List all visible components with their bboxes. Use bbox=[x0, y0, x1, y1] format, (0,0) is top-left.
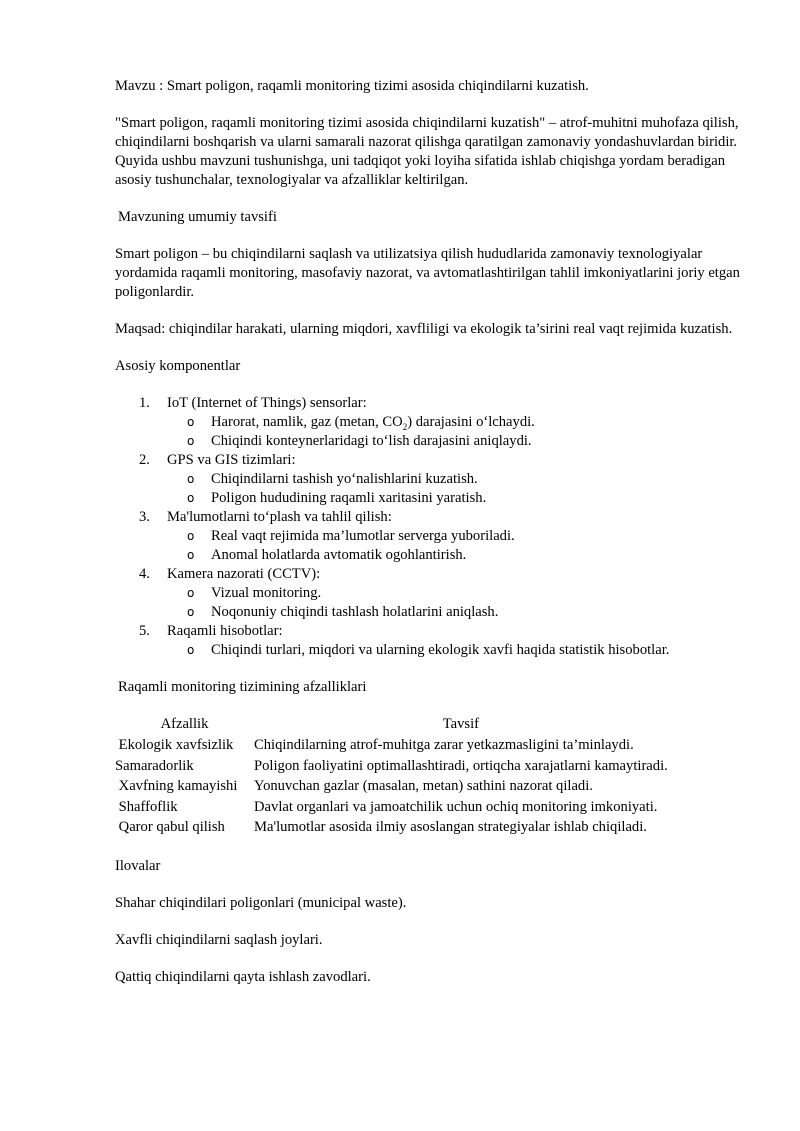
table-header-cell: Tavsif bbox=[442, 716, 480, 732]
table-row bbox=[115, 818, 668, 839]
sub-list-item bbox=[187, 413, 740, 432]
description-cell: Poligon faoliyatini optimallashtiradi, ortiqcha xarajatlarni kamaytiradi. bbox=[254, 757, 668, 774]
subscript-text: 2 bbox=[402, 421, 408, 432]
table-row bbox=[115, 798, 668, 819]
list-item-title: GPS va GIS tizimlari: bbox=[167, 452, 296, 468]
list-item-title: Kamera nazorati (CCTV): bbox=[167, 566, 321, 582]
table-row bbox=[115, 777, 668, 798]
list-item bbox=[139, 394, 740, 451]
bullet-icon: o bbox=[187, 605, 195, 619]
sub-item-text: Noqonuniy chiqindi tashlash holatlarini aniqlash. bbox=[211, 604, 499, 620]
list-item bbox=[139, 622, 740, 660]
sub-list-item bbox=[187, 527, 740, 546]
advantage-cell: Ekologik xavfsizlik bbox=[115, 737, 234, 753]
sub-list-item bbox=[187, 489, 740, 508]
components-heading: Asosiy komponentlar bbox=[115, 358, 241, 374]
sub-list-item bbox=[187, 603, 740, 622]
sub-item-text: Vizual monitoring. bbox=[211, 585, 322, 601]
advantages-table bbox=[115, 715, 668, 839]
sub-item-text: Harorat, namlik, gaz (metan, CO bbox=[211, 414, 403, 430]
bullet-icon: o bbox=[187, 434, 195, 448]
advantages-heading: Raqamli monitoring tizimining afzalliklari bbox=[118, 679, 367, 695]
bullet-icon: o bbox=[187, 586, 195, 600]
description-cell: Ma'lumotlar asosida ilmiy asoslangan strategiyalar ishlab chiqiladi. bbox=[254, 819, 647, 835]
applications-heading: Ilovalar bbox=[115, 857, 161, 874]
overview-paragraph: Smart poligon – bu chiqindilarni saqlash va utilizatsiya qilish hududlarida zamonaviy texnologiyalar yordamida raqamli monitoring, masofaviy nazorat, va avtomatlashtirilgan tahlil imkoniyatlarini joriy etgan poligonlardir. bbox=[115, 246, 740, 300]
bullet-icon: o bbox=[187, 472, 195, 486]
list-item bbox=[139, 508, 740, 565]
sub-item-text: Chiqindi turlari, miqdori va ularning ekologik xavfi haqida statistik hisobotlar. bbox=[211, 642, 670, 658]
bullet-icon: o bbox=[187, 529, 195, 543]
sub-list-item bbox=[187, 584, 740, 603]
list-item-number: 4. bbox=[139, 566, 150, 582]
goal-paragraph: Maqsad: chiqindilar harakati, ularning miqdori, xavfliligi va ekologik ta’sirini real vaqt rejimida kuzatish. bbox=[115, 321, 733, 337]
sub-item-text: Chiqindi konteynerlaridagi to‘lish darajasini aniqlaydi. bbox=[211, 433, 532, 449]
list-item-number: 1. bbox=[139, 395, 150, 411]
list-item-title: Raqamli hisobotlar: bbox=[167, 623, 283, 639]
sub-list bbox=[167, 413, 740, 451]
bullet-icon: o bbox=[187, 548, 195, 562]
topic-line: Mavzu : Smart poligon, raqamli monitoring tizimi asosida chiqindilarni kuzatish. bbox=[115, 78, 589, 94]
application-item: Shahar chiqindilari poligonlari (municipal waste). bbox=[115, 894, 407, 911]
list-item-number: 3. bbox=[139, 509, 150, 525]
components-list bbox=[115, 394, 740, 660]
application-item: Xavfli chiqindilarni saqlash joylari. bbox=[115, 931, 323, 948]
table-header-row bbox=[115, 715, 668, 736]
sub-item-text-tail: ) darajasini o‘lchaydi. bbox=[407, 414, 535, 430]
sub-list-item bbox=[187, 432, 740, 451]
list-item-title: IoT (Internet of Things) sensorlar: bbox=[167, 395, 367, 411]
description-cell: Chiqindilarning atrof-muhitga zarar yetkazmasligini ta’minlaydi. bbox=[254, 737, 634, 753]
sub-item-text: Anomal holatlarda avtomatik ogohlantirish. bbox=[211, 547, 467, 563]
advantage-cell: Qaror qabul qilish bbox=[115, 819, 225, 835]
bullet-icon: o bbox=[187, 415, 195, 429]
sub-item-text: Chiqindilarni tashish yo‘nalishlarini kuzatish. bbox=[211, 471, 478, 487]
application-item: Qattiq chiqindilarni qayta ishlash zavodlari. bbox=[115, 968, 371, 985]
description-cell: Davlat organlari va jamoatchilik uchun ochiq monitoring imkoniyati. bbox=[254, 798, 658, 815]
sub-list bbox=[167, 527, 740, 565]
sub-item-text: Poligon hududining raqamli xaritasini yaratish. bbox=[211, 490, 487, 506]
bullet-icon: o bbox=[187, 491, 195, 505]
sub-list bbox=[167, 470, 740, 508]
advantage-cell: Samaradorlik bbox=[115, 757, 194, 774]
list-item-number: 5. bbox=[139, 623, 150, 639]
sub-list bbox=[167, 584, 740, 622]
sub-list-item bbox=[187, 546, 740, 565]
sub-list bbox=[167, 641, 740, 660]
table-row bbox=[115, 736, 668, 757]
sub-list-item bbox=[187, 641, 740, 660]
document-page bbox=[115, 77, 740, 1005]
bullet-icon: o bbox=[187, 643, 195, 657]
sub-list-item bbox=[187, 470, 740, 489]
table-header-cell: Afzallik bbox=[160, 716, 209, 732]
applications-list bbox=[115, 894, 740, 987]
advantage-cell: Xavfning kamayishi bbox=[115, 778, 238, 794]
intro-paragraph: "Smart poligon, raqamli monitoring tizimi asosida chiqindilarni kuzatish" – atrof-muhitni muhofaza qilish, chiqindilarni boshqarish va ularni samarali nazorat qilishga qaratilgan zamonaviy yondashuvlardan biridir. Quyida ushbu mavzuni tushunishga, uni tadqiqot yoki loyiha sifatida ishlab chiqishga yordam beradigan asosiy tushunchalar, texnologiyalar va afzalliklar keltirilgan. bbox=[115, 115, 739, 188]
advantage-cell: Shaffoflik bbox=[115, 798, 178, 815]
list-item-title: Ma'lumotlarni to‘plash va tahlil qilish: bbox=[167, 509, 392, 525]
list-item bbox=[139, 565, 740, 622]
overview-heading: Mavzuning umumiy tavsifi bbox=[118, 209, 277, 225]
description-cell: Yonuvchan gazlar (masalan, metan) sathini nazorat qiladi. bbox=[254, 778, 593, 794]
table-row bbox=[115, 757, 668, 778]
list-item-number: 2. bbox=[139, 452, 150, 468]
sub-item-text: Real vaqt rejimida ma’lumotlar serverga yuboriladi. bbox=[211, 528, 515, 544]
list-item bbox=[139, 451, 740, 508]
